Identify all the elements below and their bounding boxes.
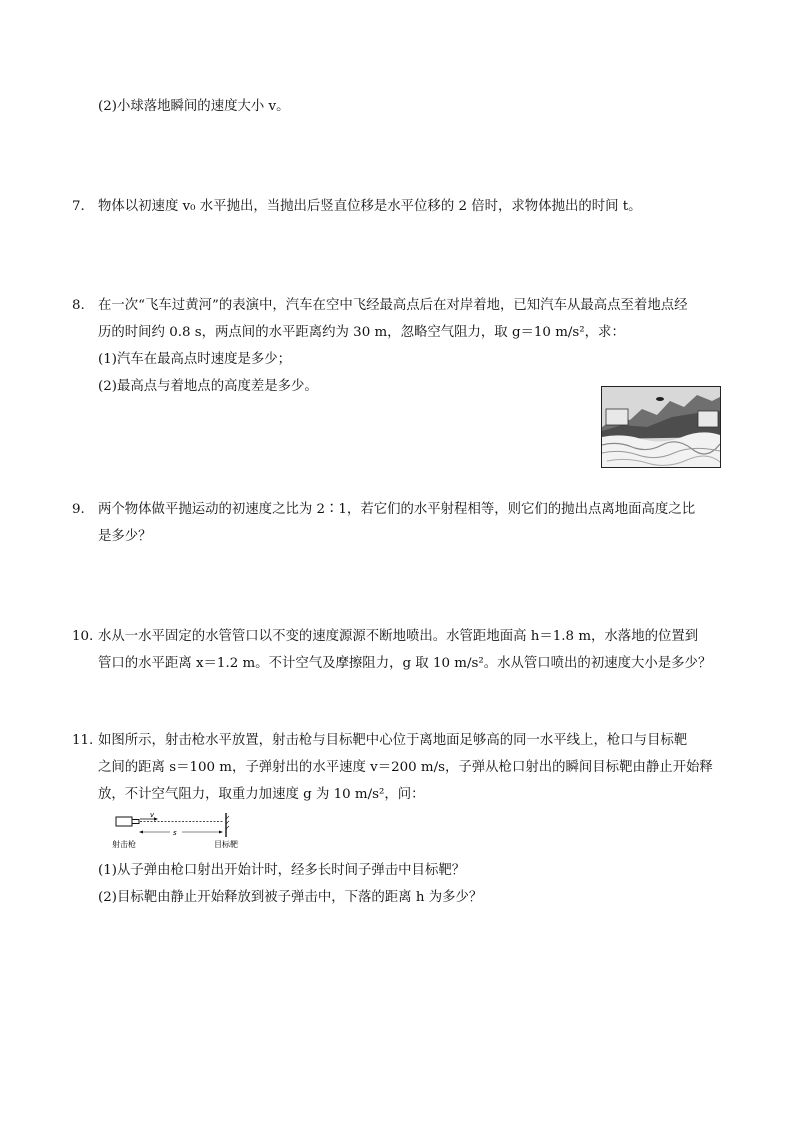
p11-line3: 放，不计空气阻力，取重力加速度 g 为 10 m/s²，问：: [98, 787, 425, 802]
p7-text: 物体以初速度 v₀ 水平抛出，当抛出后竖直位移是水平位移的 2 倍时，求物体抛出的时间 t。: [98, 199, 642, 214]
p11-line1: 如图所示，射击枪水平放置，射击枪与目标靶中心位于离地面足够高的同一水平线上，枪口与目标靶: [98, 733, 688, 748]
p7-number: 7.: [72, 199, 85, 214]
gun-barrel-shape: [132, 820, 139, 824]
p8-line2: 历的时间约 0.8 s，两点间的水平距离约为 30 m，忽略空气阻力，取 g＝10 m/s²，求：: [98, 325, 625, 340]
gun-label: 射击枪: [112, 840, 136, 849]
p9-line2: 是多少？: [98, 529, 152, 544]
p11-number: 11.: [72, 733, 94, 748]
target-label: 目标靶: [214, 840, 238, 849]
p11-sub2: (2)目标靶由静止开始释放到被子弹击中，下落的距离 h 为多少？: [98, 890, 483, 905]
p8-sub2: (2)最高点与着地点的高度差是多少。: [98, 379, 318, 394]
p11-line2: 之间的距离 s＝100 m，子弹射出的水平速度 v＝200 m/s，子弹从枪口射出的瞬间目标靶由静止开始释: [98, 760, 713, 775]
distance-label: s: [173, 829, 177, 837]
p6-sub2: (2)小球落地瞬间的速度大小 v。: [98, 99, 290, 114]
velocity-arrowhead: [154, 817, 158, 821]
gun-shape: [116, 817, 132, 826]
p8-number: 8.: [72, 298, 85, 313]
p11-sub1: (1)从子弹由枪口射出开始计时，经多长时间子弹击中目标靶？: [98, 863, 466, 878]
velocity-label: v: [150, 811, 155, 819]
p10-number: 10.: [72, 629, 94, 644]
yellow-river-car-jump-photo: [601, 386, 721, 468]
p10-line2: 管口的水平距离 x＝1.2 m。不计空气及摩擦阻力，g 取 10 m/s²。水从管口喷出的初速度大小是多少？: [98, 656, 712, 671]
p8-line1: 在一次“飞车过黄河”的表演中，汽车在空中飞经最高点后在对岸着地，已知汽车从最高点至着地点经: [98, 298, 688, 313]
p9-line1: 两个物体做平抛运动的初速度之比为 2∶1，若它们的水平射程相等，则它们的抛出点离地面高度之比: [98, 502, 696, 517]
photo-illustration: [602, 387, 720, 467]
p8-sub1: (1)汽车在最高点时速度是多少；: [98, 352, 292, 367]
p10-line1: 水从一水平固定的水管管口以不变的速度源源不断地喷出。水管距地面高 h＝1.8 m，水落地的位置到: [98, 629, 699, 644]
p9-number: 9.: [72, 502, 85, 517]
gun-target-diagram: [110, 811, 250, 851]
